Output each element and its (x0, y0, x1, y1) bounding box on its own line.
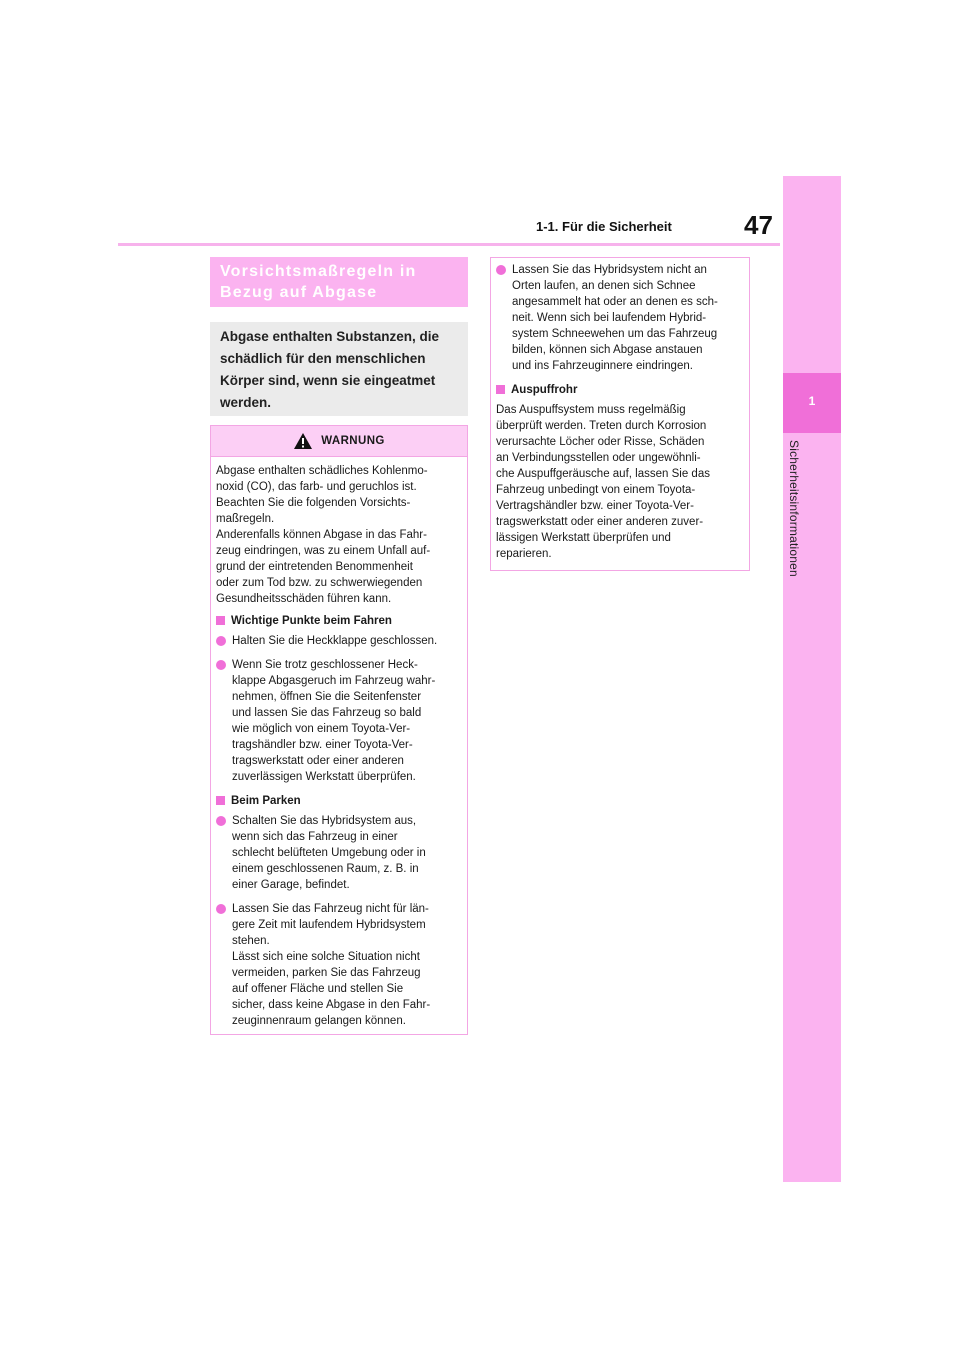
square-bullet-icon (496, 385, 505, 394)
text-line: system Schneewehen um das Fahrzeug (512, 328, 718, 340)
summary-line: Körper sind, wenn sie eingeatmet (220, 373, 436, 388)
text-line: zeuginnenraum gelangen können. (232, 1015, 406, 1027)
subheading-text: Wichtige Punkte beim Fahren (231, 615, 392, 627)
text-line: Wenn Sie trotz geschlossener Heck- (232, 659, 418, 671)
text-line: Schalten Sie das Hybridsystem aus, (232, 815, 417, 827)
chapter-number: 1 (808, 394, 816, 408)
text-line: Fahrzeug unbedingt von einem Toyota- (496, 484, 696, 496)
text-line: Lassen Sie das Hybridsystem nicht an (512, 264, 707, 276)
text-line: sicher, dass keine Abgase in den Fahr- (232, 999, 431, 1011)
text-line: klappe Abgasgeruch im Fahrzeug wahr- (232, 675, 436, 687)
page-title-line: Vorsichtsmaßregeln in (220, 263, 417, 280)
circle-bullet-icon (216, 904, 226, 914)
text-line: einem geschlossenen Raum, z. B. in (232, 863, 419, 875)
text-line: Orten laufen, an denen sich Schnee (512, 280, 696, 292)
text-line: Anderenfalls können Abgase in das Fahr- (216, 529, 427, 541)
circle-bullet-icon (216, 816, 226, 826)
section-header: 1-1. Für die Sicherheit (536, 219, 672, 234)
square-bullet-icon (216, 616, 225, 625)
text-line: Abgase enthalten schädliches Kohlenmo- (216, 465, 428, 477)
text-line: überprüft werden. Treten durch Korrosion (496, 420, 707, 432)
text-line: zeug eindringen, was zu einem Unfall auf- (216, 545, 431, 557)
text-line: Halten Sie die Heckklappe geschlossen. (232, 635, 438, 647)
header-rule (118, 243, 780, 246)
text-line: maßregeln. (216, 513, 275, 525)
text-line: bilden, können sich Abgase anstauen (512, 344, 703, 356)
subheading-text: Auspuffrohr (511, 384, 578, 396)
text-line: und ins Fahrzeuginnere eindringen. (512, 360, 693, 372)
list-item (216, 657, 462, 785)
warning-label: WARNUNG (321, 435, 385, 447)
text-line: vermeiden, parken Sie das Fahrzeug (232, 967, 421, 979)
circle-bullet-icon (216, 636, 226, 646)
list-item (496, 262, 744, 374)
continuation-box (490, 257, 750, 571)
page-number: 47 (744, 210, 773, 240)
text-line: auf offener Fläche und stellen Sie (232, 983, 404, 995)
text-line: wie möglich von einem Toyota-Ver- (232, 723, 411, 735)
text-line: angesammelt hat oder an denen es sch- (512, 296, 718, 308)
text-line: zuverlässigen Werkstatt überprüfen. (232, 771, 416, 783)
text-line: einer Garage, befindet. (232, 879, 350, 891)
page-title (210, 257, 468, 307)
summary-line: werden. (220, 395, 272, 410)
text-line: gere Zeit mit laufendem Hybridsystem (232, 919, 426, 931)
text-line: reparieren. (496, 548, 552, 560)
text-line: tragswerkstatt oder einer anderen zuver- (496, 516, 704, 528)
subheading-parking (216, 793, 462, 809)
text-line: tragswerkstatt oder einer anderen (232, 755, 404, 767)
list-item (216, 633, 462, 649)
square-bullet-icon (216, 796, 225, 805)
text-line: Lassen Sie das Fahrzeug nicht für län- (232, 903, 429, 915)
text-line: oder zum Tod bzw. zu schwerwiegenden (216, 577, 423, 589)
summary-line: schädlich für den menschlichen (220, 351, 426, 366)
circle-bullet-icon (216, 660, 226, 670)
text-line: tragshändler bzw. einer Toyota-Ver- (232, 739, 413, 751)
text-line: lässigen Werkstatt überprüfen und (496, 532, 671, 544)
warning-body (211, 457, 467, 1029)
exhaust-paragraph (496, 402, 744, 562)
text-line: schlecht belüfteten Umgebung oder in (232, 847, 426, 859)
text-line: Gesundheitsschäden führen kann. (216, 593, 392, 605)
text-line: wenn sich das Fahrzeug in einer (232, 831, 398, 843)
chapter-side-tab (783, 176, 841, 1182)
warning-box (210, 425, 468, 1035)
text-line: Lässt sich eine solche Situation nicht (232, 951, 420, 963)
list-item (216, 901, 462, 1029)
text-line: verursachte Löcher oder Risse, Schäden (496, 436, 705, 448)
subheading-driving (216, 613, 462, 629)
text-line: nehmen, öffnen Sie die Seitenfenster (232, 691, 422, 703)
warning-intro-paragraph (216, 463, 462, 607)
warning-header (211, 426, 467, 457)
circle-bullet-icon (496, 265, 506, 275)
summary-box (210, 322, 468, 416)
warning-triangle-icon (293, 432, 313, 450)
text-line: Beachten Sie die folgenden Vorsichts- (216, 497, 411, 509)
list-item (216, 813, 462, 893)
page-title-line: Bezug auf Abgase (220, 284, 378, 301)
text-line: grund der eintretenden Benommenheit (216, 561, 413, 573)
text-line: Vertragshändler bzw. einer Toyota-Ver- (496, 500, 694, 512)
summary-line: Abgase enthalten Substanzen, die (220, 329, 440, 344)
subheading-exhaust-pipe (496, 382, 744, 398)
text-line: und lassen Sie das Fahrzeug so bald (232, 707, 422, 719)
text-line: neit. Wenn sich bei laufendem Hybrid- (512, 312, 707, 324)
chapter-label: Sicherheitsinformationen (787, 440, 801, 577)
subheading-text: Beim Parken (231, 795, 301, 807)
text-line: che Auspuffgeräusche auf, lassen Sie das (496, 468, 710, 480)
text-line: Das Auspuffsystem muss regelmäßig (496, 404, 686, 416)
text-line: noxid (CO), das farb- und geruchlos ist. (216, 481, 417, 493)
text-line: stehen. (232, 935, 270, 947)
text-line: an Verbindungsstellen oder ungewöhnli- (496, 452, 701, 464)
